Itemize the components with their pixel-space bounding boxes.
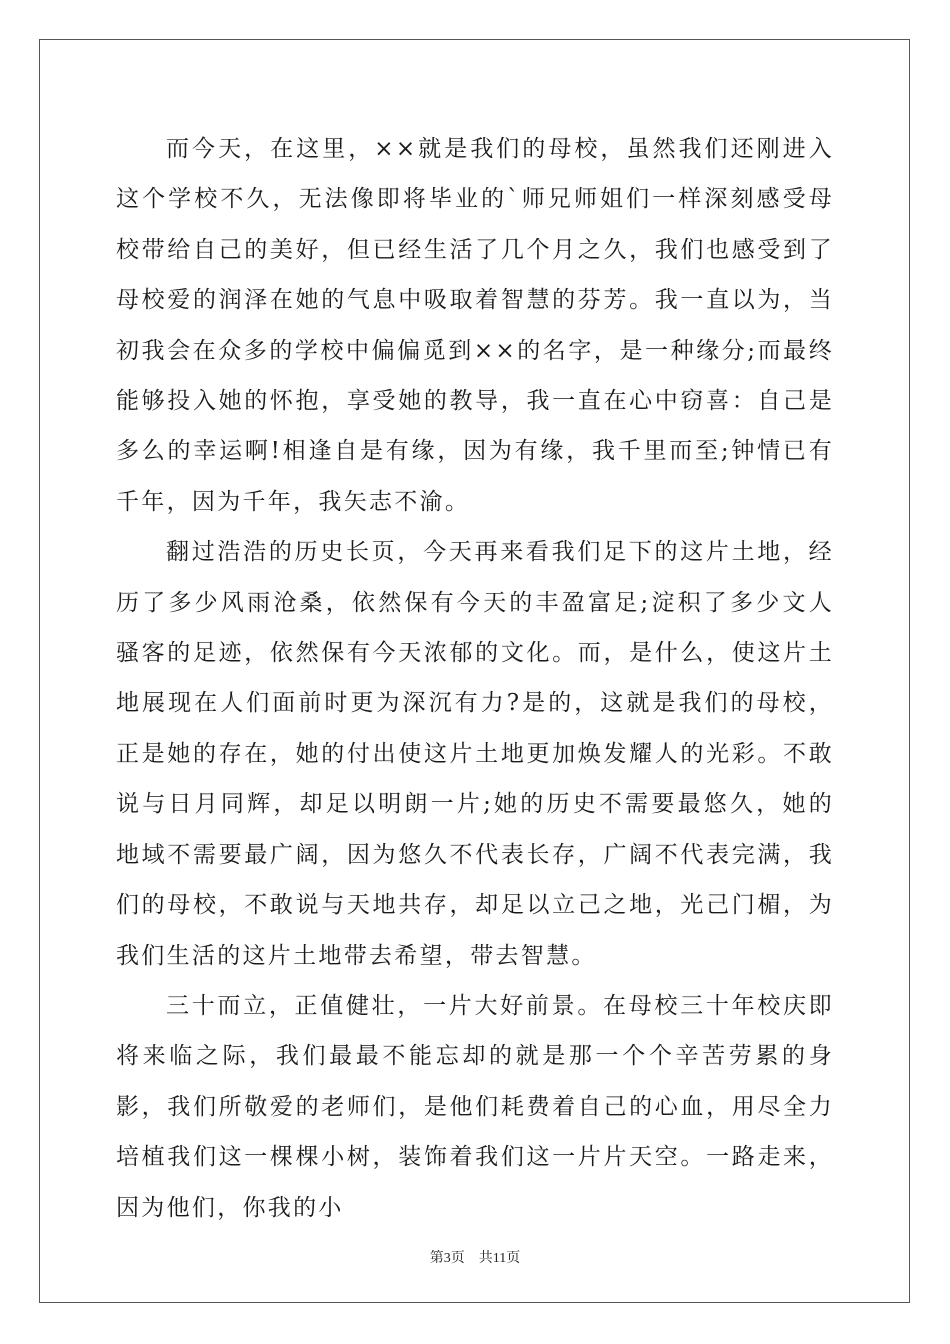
paragraph: 翻过浩浩的历史长页，今天再来看我们足下的这片土地，经历了多少风雨沧桑，依然保有今天的丰盈富足;淀积了多少文人骚客的足迹，依然保有今天浓郁的文化。而，是什么，使这片土地展现在人们面前时更为深沉有力?是的，这就是我们的母校，正是她的存在，她的付出使这片土地更加焕发耀人的光彩。不敢说与日月同辉，却足以明朗一片;她的历史不需要最悠久，她的地域不需要最广阔，因为悠久不代表长存，广阔不代表完满，我们的母校，不敢说与天地共存，却足以立己之地，光己门楣，为我们生活的这片土地带去希望，带去智慧。	[116, 539, 834, 969]
paragraph: 而今天，在这里，××就是我们的母校，虽然我们还刚进入这个学校不久，无法像即将毕业的`师兄师姐们一样深刻感受母校带给自己的美好，但已经生活了几个月之久，我们也感受到了母校爱的润泽在她的气息中吸取着智慧的芬芳。我一直以为，当初我会在众多的学校中偏偏觅到××的名字，是一种缘分;而最终能够投入她的怀抱，享受她的教导，我一直在心中窃喜：自己是多么的幸运啊!相逢自是有缘，因为有缘，我千里而至;钟情已有千年，因为千年，我矢志不渝。	[116, 136, 834, 515]
paragraph: 三十而立，正值健壮，一片大好前景。在母校三十年校庆即将来临之际，我们最最不能忘却的就是那一个个辛苦劳累的身影，我们所敬爱的老师们，是他们耗费着自己的心血，用尽全力培植我们这一棵棵小树，装饰着我们这一片片天空。一路走来，因为他们，你我的小	[116, 992, 834, 1221]
page-number-footer: 第3页 共11页	[429, 1251, 521, 1266]
document-body	[116, 124, 834, 1233]
